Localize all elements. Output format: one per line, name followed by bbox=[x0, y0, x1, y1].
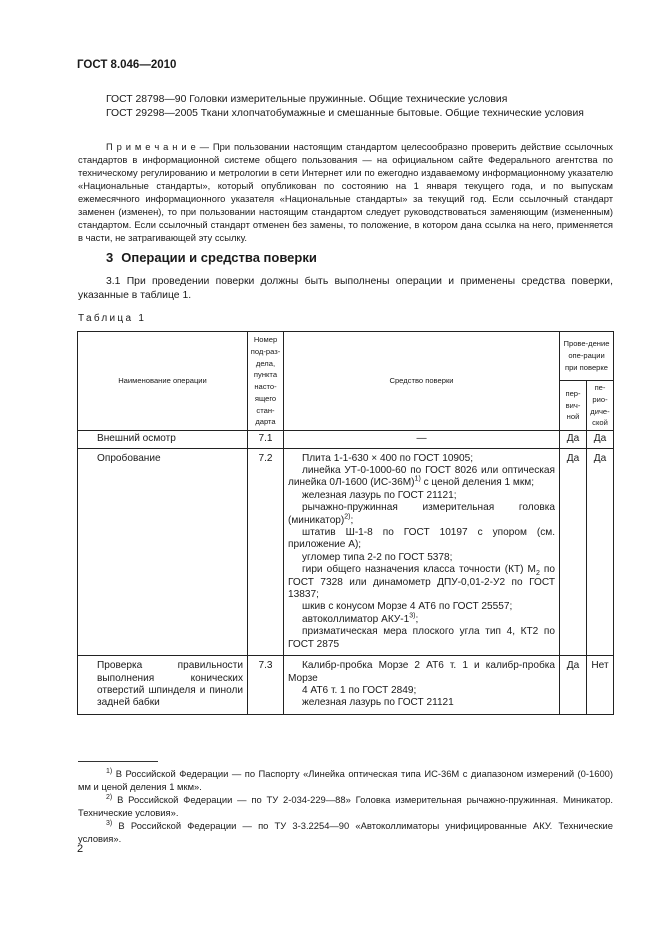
means-text: с ценой деления 1 мкм; bbox=[420, 477, 535, 489]
row-periodic: Да bbox=[587, 431, 614, 448]
row-periodic: Да bbox=[587, 448, 614, 656]
section-title: Операции и средства поверки bbox=[121, 250, 317, 265]
ref-gost-28798: ГОСТ 28798—90 Головки измерительные пружинные. Общие технические условия bbox=[106, 94, 508, 105]
footnote-separator bbox=[78, 761, 158, 762]
note-text: — При пользовании настоящим стандартом целесообразно проверить действие ссылочных стандартов в информационной системе общего пользования — на официальном сайте Федерального агентства по техническому регулированию и метрологии в сети Интернет или по ежегодно издаваемому информационному указателю «Национальные стандарты», который опубликован по состоянию на 1 января текущего года, и по выпускам ежемесячного информационного указателя «Национальные стандарты» за текущий год. Если ссылочный стандарт заменен (изменен), то при пользовании настоящим стандартом следует руководствоваться заменяющим (измененным) стандартом. Если ссылочный стандарт отменен без замены, то положение, в котором дана ссылка на него, применяется в части, не затрагивающей эту ссылку. bbox=[78, 141, 613, 243]
row-clause: 7.3 bbox=[248, 656, 284, 715]
header-clause: Номер под-раз-дела, пункта насто-ящего стан-дарта bbox=[248, 332, 284, 431]
means-item: железная лазурь по ГОСТ 21121 bbox=[302, 697, 454, 709]
verification-table bbox=[77, 331, 614, 715]
means-item: шкив с конусом Морзе 4 АТ6 по ГОСТ 25557; bbox=[302, 601, 513, 613]
means-item: призматическая мера плоского угла тип 4, КТ2 по ГОСТ 2875 bbox=[288, 626, 555, 650]
note-paragraph bbox=[78, 140, 613, 244]
row-primary: Да bbox=[560, 448, 587, 656]
footnote-1 bbox=[78, 768, 613, 793]
row-primary: Да bbox=[560, 431, 587, 448]
row-means bbox=[284, 448, 560, 656]
means-text: по ГОСТ 7328 или динамометр ДПУ-0,01-2-У2 по ГОСТ 13837; bbox=[288, 564, 555, 601]
table-row bbox=[78, 656, 614, 715]
means-item bbox=[288, 465, 555, 490]
means-text: гири общего назначения класса точности (КТ) М bbox=[302, 564, 536, 576]
footnote-text: В Российской Федерации — по ТУ 3-3.2254—90 «Автоколлиматоры унифицированные АКУ. Технические условия». bbox=[78, 820, 614, 844]
row-periodic: Нет bbox=[587, 656, 614, 715]
row-means: — bbox=[284, 431, 560, 448]
means-item bbox=[288, 614, 555, 626]
row-operation: Внешний осмотр bbox=[78, 431, 248, 448]
means-item: угломер типа 2-2 по ГОСТ 5378; bbox=[302, 551, 453, 563]
footnote-3 bbox=[78, 820, 613, 845]
header-operation: Наименование операции bbox=[78, 332, 248, 431]
paragraph-3-1: 3.1 При проведении поверки должны быть выполнены операции и применены средства поверки, указанные в таблице 1. bbox=[78, 276, 613, 301]
means-item: железная лазурь по ГОСТ 21121; bbox=[302, 489, 457, 501]
means-text: линейка УТ-0-1000-60 по ГОСТ 8026 или оптическая линейка 0Л-1600 (ИС-36М) bbox=[288, 465, 555, 489]
footnote-2 bbox=[78, 794, 613, 819]
footnote-text: В Российской Федерации — по ТУ 2-034-229—88» Головка измерительная рычажно-пружинная. Миникатор. Технические условия». bbox=[78, 794, 613, 818]
page-header: ГОСТ 8.046—2010 bbox=[77, 59, 177, 71]
header-primary: пер-вич-ной bbox=[560, 381, 587, 431]
note-label: П р и м е ч а н и е bbox=[106, 141, 196, 152]
row-means bbox=[284, 656, 560, 715]
row-operation: Проверка правильности выполнения конических отверстий шпинделя и пиноли задней бабки bbox=[78, 656, 248, 715]
header-means: Средство поверки bbox=[284, 332, 560, 431]
row-clause: 7.1 bbox=[248, 431, 284, 448]
means-item: 4 АТ6 т. 1 по ГОСТ 2849; bbox=[302, 684, 417, 696]
means-text: автоколлиматор АКУ-1 bbox=[302, 613, 410, 625]
means-text: ; bbox=[350, 514, 354, 526]
row-operation: Опробование bbox=[78, 448, 248, 656]
footnote-mark: 3) bbox=[106, 819, 113, 827]
means-text: рычажно-пружинная измерительная головка (миникатор) bbox=[288, 502, 555, 526]
table-row bbox=[78, 431, 614, 448]
row-primary: Да bbox=[560, 656, 587, 715]
subscript: 2 bbox=[535, 570, 540, 578]
section-number: 3 bbox=[106, 250, 114, 265]
header-periodic: пе-рио-диче-ской bbox=[587, 381, 614, 431]
ref-gost-29298: ГОСТ 29298—2005 Ткани хлопчатобумажные и смешанные бытовые. Общие технические условия bbox=[106, 108, 584, 119]
footnote-ref: 3) bbox=[409, 612, 416, 620]
header-performed: Прове-дение опе-рации при поверке bbox=[560, 332, 614, 381]
table-row bbox=[78, 448, 614, 656]
footnote-mark: 1) bbox=[106, 767, 113, 775]
means-item bbox=[288, 502, 555, 527]
table-caption: Таблица 1 bbox=[78, 313, 147, 324]
means-text: ; bbox=[415, 613, 419, 625]
table-header-row bbox=[78, 332, 614, 381]
footnote-text: В Российской Федерации — по Паспорту «Линейка оптическая типа ИС-36М с диапазоном измерений (0-1600) мм и ценой деления 1 мкм». bbox=[78, 768, 613, 792]
footnote-ref: 2) bbox=[344, 513, 351, 521]
footnote-mark: 2) bbox=[106, 793, 113, 801]
footnote-ref: 1) bbox=[414, 476, 421, 484]
means-item: Плита 1-1-630 × 400 по ГОСТ 10905; bbox=[302, 452, 474, 464]
row-clause: 7.2 bbox=[248, 448, 284, 656]
means-item bbox=[288, 564, 555, 601]
page-number: 2 bbox=[77, 843, 84, 855]
means-item: штатив Ш-1-8 по ГОСТ 10197 с упором (см. приложение А); bbox=[288, 527, 555, 551]
means-item: Калибр-пробка Морзе 2 АТ6 т. 1 и калибр-пробка Морзе bbox=[288, 660, 555, 684]
section-heading bbox=[78, 250, 317, 265]
